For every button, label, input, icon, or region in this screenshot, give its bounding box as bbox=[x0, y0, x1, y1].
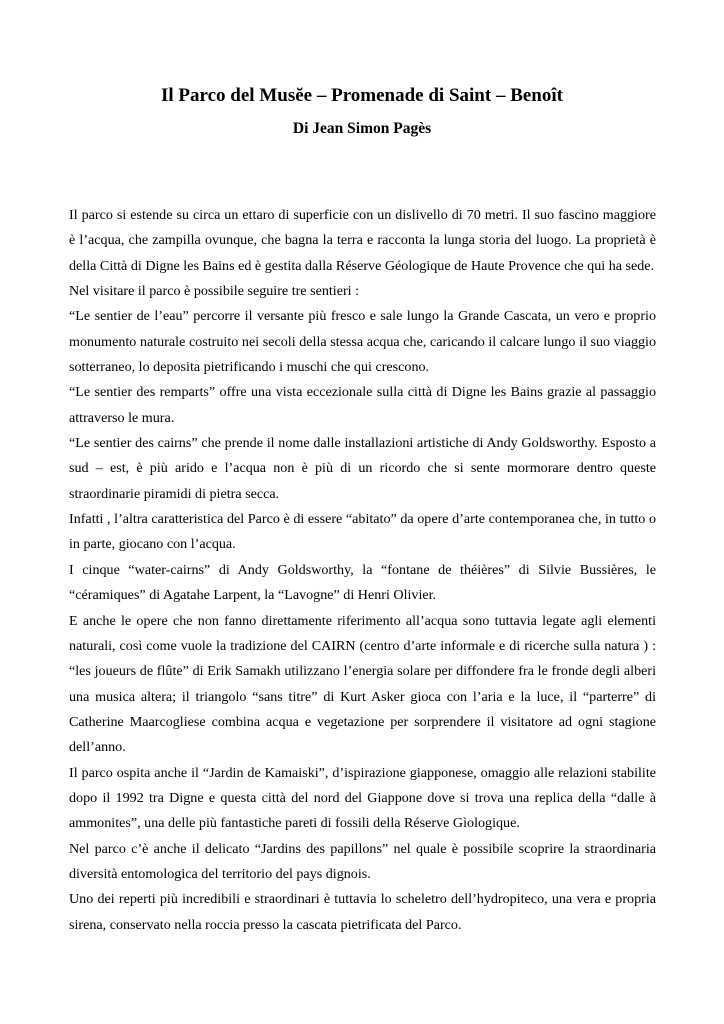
document-body bbox=[69, 203, 656, 938]
paragraph: Il parco si estende su circa un ettaro di superficie con un dislivello di 70 metri. Il suo fascino maggiore è l’acqua, che zampilla ovunque, che bagna la terra e racconta la lunga storia del luogo. La proprietà è della Città di Digne les Bains ed è gestita dalla Réserve Géologique de Haute Provence che qui ha sede. bbox=[69, 207, 656, 274]
paragraph: “Le sentier de l’eau” percorre il versante più fresco e sale lungo la Grande Cascata, un vero e proprio monumento naturale costruito nei secoli della stessa acqua che, caricando il calcare lungo il suo viaggio sotterraneo, lo deposita pietrificando i muschi che qui crescono. bbox=[69, 308, 656, 376]
paragraph: Uno dei reperti più incredibili e straordinari è tuttavia lo scheletro dell’hydropiteco, una vera e propria sirena, conservato nella roccia presso la cascata pietrificata del Parco. bbox=[69, 891, 656, 933]
document-author: Di Jean Simon Pagès bbox=[292, 120, 432, 137]
paragraph: E anche le opere che non fanno direttamente riferimento all’acqua sono tuttavia legate agli elementi naturali, così come vuole la tradizione del CAIRN (centro d’arte informale e di ricerche sulla natura ) : “les joueurs de flûte” di Erik Samakh utilizzano l’energia solare per diffondere fra le fronde degli alberi una musica altera; il triangolo “sans titre” di Kurt Asker gioca con l’aria e la luce, il “parterre” di Catherine Maarcogliese combina acqua e vegetazione per sorprendere il visitatore ad ogni stagione dell’anno. bbox=[69, 612, 656, 756]
paragraph: Nel parco c’è anche il delicato “Jardins des papillons” nel quale è possibile scoprire la straordinaria diversità entomologica del territorio del pays dignois. bbox=[69, 840, 656, 882]
paragraph: “Le sentier des remparts” offre una vista eccezionale sulla città di Digne les Bains grazie al passaggio attraverso le mura. bbox=[69, 384, 656, 426]
document-title: Il Parco del Musĕe – Promenade di Saint – Benoît bbox=[161, 85, 563, 106]
paragraph: Nel visitare il parco è possibile seguire tre sentieri : bbox=[69, 283, 360, 300]
paragraph: Infatti , l’altra caratteristica del Parco è di essere “abitato” da opere d’arte contemporanea che, in tutto o in parte, giocano con l’acqua. bbox=[69, 511, 656, 553]
paragraph: Il parco ospita anche il “Jardin de Kamaiski”, d’ispirazione giapponese, omaggio alle relazioni stabilite dopo il 1992 tra Digne e questa città del nord del Giappone dove si trova una replica della “dalle à ammonites”, una delle più fantastiche pareti di fossili della Réserve Gìologique. bbox=[69, 764, 656, 832]
paragraph: I cinque “water-cairns” di Andy Goldsworthy, la “fontane de théières” di Silvie Bussières, le “céramiques” di Agatahe Larpent, la “Lavogne” di Henri Olivier. bbox=[69, 561, 656, 604]
paragraph: “Le sentier des cairns” che prende il nome dalle installazioni artistiche di Andy Goldsworthy. Esposto a sud – est, è più arido e l’acqua non è più di un ricordo che si sente mormorare dentro queste straordinarie piramidi di pietra secca. bbox=[69, 435, 656, 502]
